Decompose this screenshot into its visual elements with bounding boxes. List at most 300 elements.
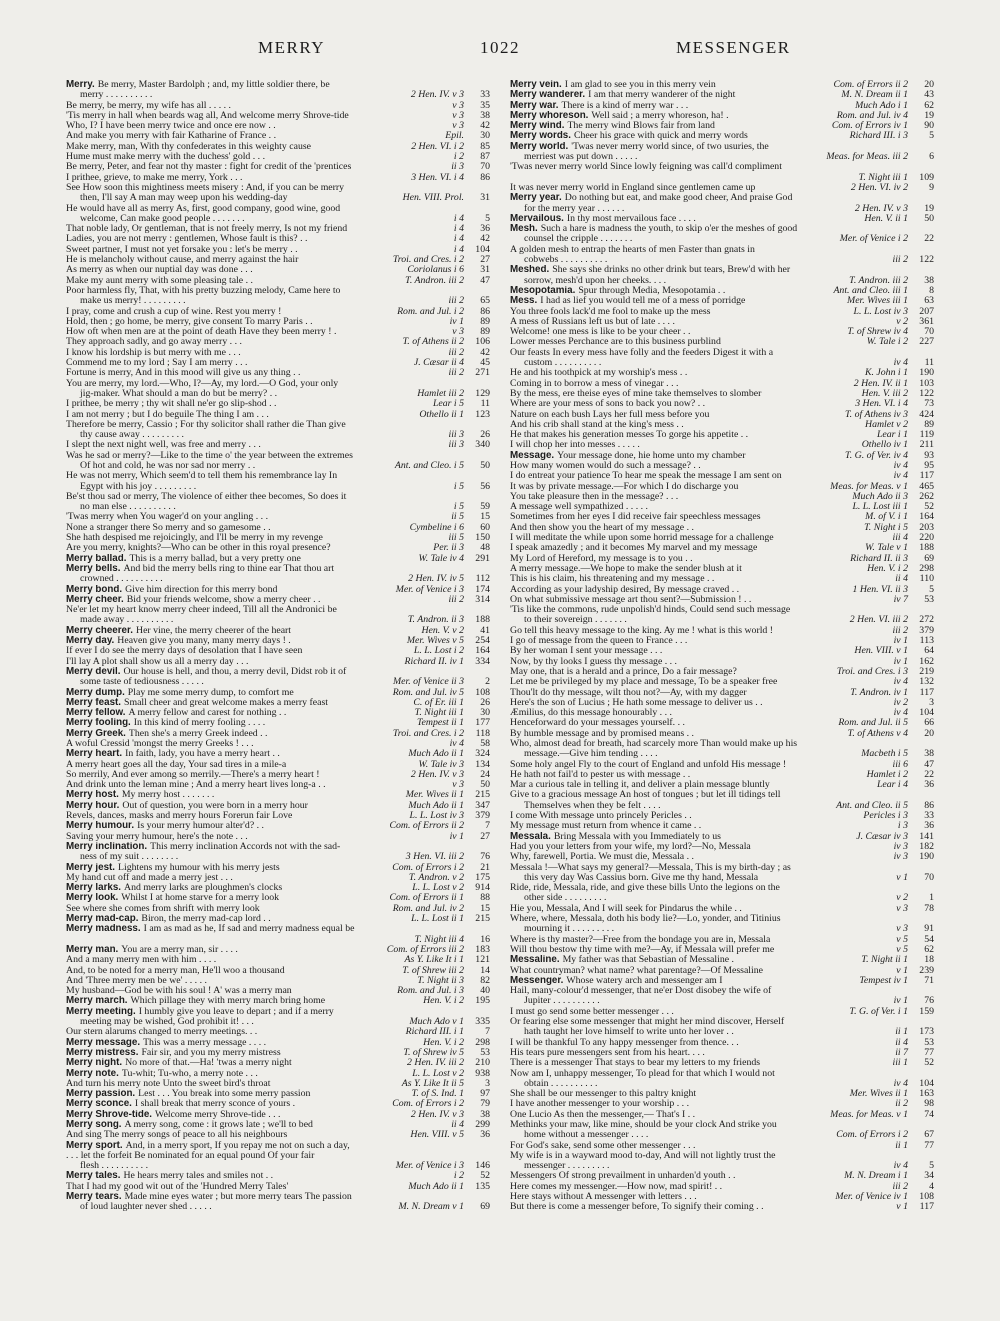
concordance-line <box>510 966 934 976</box>
headword: Merry humour. <box>66 821 135 832</box>
play-reference: Com. of Errors i 2 <box>389 863 464 873</box>
line-number: 33 <box>466 90 490 100</box>
concordance-line <box>510 749 934 759</box>
line-number: 36 <box>910 821 934 831</box>
line-number: 93 <box>910 451 934 461</box>
quotation-text: Why, farewell, Portia. We must die, Messala . . <box>510 852 694 863</box>
play-reference: Othello iv 1 <box>859 440 908 450</box>
line-number: 69 <box>466 1202 490 1212</box>
play-reference: T. Night iii 4 <box>412 935 464 945</box>
quotation-text: of loud laughter never shed . . . . . <box>80 1202 212 1213</box>
play-reference: As Y. Like It ii 5 <box>399 1079 464 1089</box>
line-number: 38 <box>910 749 934 759</box>
play-reference: Com. of Errors i 2 <box>833 1130 908 1140</box>
quotation-text: A message well sympathized . . . . . <box>510 502 648 513</box>
quotation-text: Who, almost dead for breath, had scarcely more Than would make up his <box>510 739 798 749</box>
line-number: 67 <box>910 1130 934 1140</box>
quotation-text: And then show you the heart of my message . . <box>510 522 694 533</box>
quotation-text: this very day Was Cassius born. Give me thy hand, Messala <box>524 872 759 883</box>
line-number: 65 <box>466 296 490 306</box>
concordance-line <box>66 564 490 574</box>
concordance-line <box>510 399 934 409</box>
concordance-line <box>510 811 934 821</box>
quotation-text: Make merry, man, With thy confederates in this weighty cause <box>66 141 311 152</box>
concordance-line <box>66 1192 490 1202</box>
play-reference: Com. of Errors iii 2 <box>384 945 464 955</box>
line-number: 938 <box>466 1069 490 1079</box>
quotation-text: Bid your friends welcome, show a merry cheer . . <box>126 594 321 605</box>
line-number: 89 <box>466 317 490 327</box>
play-reference: iv 4 <box>891 471 908 481</box>
concordance-line <box>510 852 934 862</box>
line-number: 34 <box>910 1171 934 1181</box>
line-number: 123 <box>466 410 490 420</box>
line-number: 31 <box>466 265 490 275</box>
line-number: 104 <box>466 245 490 255</box>
concordance-line <box>66 296 490 306</box>
line-number: 207 <box>910 307 934 317</box>
headword: Merry sport. <box>66 1140 123 1151</box>
play-reference: T. of S. Ind. 1 <box>409 1089 464 1099</box>
concordance-line <box>510 615 934 625</box>
headword: Merry cheer. <box>66 594 124 605</box>
concordance-line <box>66 718 490 728</box>
line-number: 298 <box>466 1038 490 1048</box>
line-number: 106 <box>466 337 490 347</box>
line-number: 215 <box>466 914 490 924</box>
concordance-line <box>510 718 934 728</box>
concordance-line <box>66 307 490 317</box>
headword: Merry night. <box>66 1058 123 1069</box>
play-reference: Lear i 5 <box>430 399 464 409</box>
concordance-line <box>66 1130 490 1140</box>
line-number: 66 <box>910 718 934 728</box>
play-reference: iii 4 <box>889 533 908 543</box>
concordance-line <box>66 1069 490 1079</box>
play-reference: Meas. for Meas. iii 2 <box>823 152 908 162</box>
play-reference: T. of Athens iv 3 <box>842 410 908 420</box>
play-reference: iv 3 <box>891 852 908 862</box>
play-reference: Mer. of Venice iv 1 <box>832 1192 908 1202</box>
quotation-text: My husband—God be with his soul ! A' was a merry man <box>66 986 292 997</box>
quotation-text: Messengers Of strong prevailment in unharden'd youth . . <box>510 1171 736 1182</box>
play-reference: T. of Athens v 4 <box>845 729 908 739</box>
quotation-text: I prithee, grieve, to make me merry, York . . . <box>66 172 243 183</box>
headword: Merry meeting. <box>66 1006 136 1017</box>
quotation-text: meeting may be wished, God prohibit it! . . . <box>80 1017 254 1028</box>
line-number: 86 <box>910 801 934 811</box>
concordance-line <box>510 585 934 595</box>
play-reference: Meas. for Meas. v 1 <box>827 482 908 492</box>
play-reference: iv 1 <box>891 996 908 1006</box>
play-reference: v 3 <box>449 327 464 337</box>
line-number: 8 <box>910 286 934 296</box>
concordance-line <box>510 286 934 296</box>
concordance-line <box>510 142 934 152</box>
play-reference: T. Night ii 3 <box>414 976 464 986</box>
play-reference: Per. ii 3 <box>430 543 464 553</box>
quotation-text: Where are your mess of sons to back you now? . . <box>510 399 706 410</box>
quotation-text: then, I'll say A man may weep upon his wedding-day <box>80 193 288 204</box>
line-number: 18 <box>910 955 934 965</box>
play-reference: ii 4 <box>892 1038 908 1048</box>
play-reference: iii 2 <box>889 1182 908 1192</box>
play-reference: T. of Shrew iii 2 <box>399 966 464 976</box>
play-reference: W. Tale v 1 <box>862 543 908 553</box>
quotation-text: By humble message and by promised means . . <box>510 728 694 739</box>
quotation-text: If ever I do see the merry days of desolation that I have seen <box>66 646 303 657</box>
quotation-text: I am glad to see you in this merry vein <box>564 80 716 90</box>
play-reference: T. of Athens ii 2 <box>400 337 464 347</box>
play-reference: Rom. and Jul. ii 5 <box>835 718 908 728</box>
line-number: 183 <box>466 945 490 955</box>
concordance-line <box>510 1017 934 1027</box>
line-number: 38 <box>910 276 934 286</box>
concordance-line <box>66 1048 490 1058</box>
concordance-line <box>66 111 490 121</box>
concordance-line <box>66 461 490 471</box>
concordance-line <box>510 1099 934 1109</box>
headword: Mesopotamia. <box>510 285 576 296</box>
play-reference: v 1 <box>893 966 908 976</box>
quotation-text: A woful Cressid 'mongst the merry Greeks ! . . . <box>66 739 254 749</box>
concordance-line <box>66 863 490 873</box>
quotation-text: In faith, lady, you have a merry heart . . <box>125 749 280 760</box>
quotation-text: One Lucio As then the messenger,— That's I . . <box>510 1109 696 1120</box>
quotation-text: How oft when men are at the point of death Have they been merry ! . <box>66 327 337 338</box>
quotation-text: May one, that is a herald and a prince, Do a fair message? <box>510 666 737 677</box>
headword: Merry inclination. <box>66 841 148 852</box>
play-reference: Richard III. i 1 <box>403 1027 464 1037</box>
concordance-line <box>66 265 490 275</box>
line-number: 135 <box>466 1182 490 1192</box>
play-reference: v 1 <box>893 1202 908 1212</box>
concordance-line <box>66 1058 490 1068</box>
play-reference: iv 4 <box>891 677 908 687</box>
line-number: 36 <box>466 1130 490 1140</box>
concordance-line <box>510 636 934 646</box>
play-reference: T. Andron. iii 2 <box>402 276 464 286</box>
concordance-line <box>66 358 490 368</box>
line-number: 299 <box>466 1120 490 1130</box>
quotation-text: I go of message from the queen to France . . . <box>510 636 688 647</box>
quotation-text: His tears pure messengers sent from his heart. . . . <box>510 1047 705 1058</box>
line-number: 361 <box>910 317 934 327</box>
play-reference: Hamlet iii 2 <box>414 389 464 399</box>
play-reference: L. L. Lost iv 3 <box>407 811 464 821</box>
line-number: 41 <box>466 626 490 636</box>
concordance-line <box>510 996 934 1006</box>
concordance-line <box>510 1027 934 1037</box>
concordance-line <box>510 492 934 502</box>
quotation-text: None a stranger there So merry and so gamesome . . <box>66 522 271 533</box>
quotation-text: My Lord of Hereford, my message is to you . . <box>510 553 693 564</box>
play-reference: v 5 <box>893 935 908 945</box>
line-number: 334 <box>466 657 490 667</box>
concordance-line <box>510 708 934 718</box>
right-column <box>510 80 934 1312</box>
quotation-text: Give him direction for this merry bond <box>125 584 278 595</box>
concordance-line <box>66 193 490 203</box>
line-number: 22 <box>910 234 934 244</box>
quotation-text: 'Twas never merry world Since lowly feigning was call'd compliment <box>510 162 782 173</box>
headword: Merry wanderer. <box>510 90 586 101</box>
concordance-line <box>510 914 934 924</box>
line-number: 379 <box>910 626 934 636</box>
quotation-text: But there is come a messenger before, To signify their coming . . <box>510 1202 764 1213</box>
quotation-text: Make my aunt merry with some pleasing tale . . <box>66 275 253 286</box>
play-reference: i 3 <box>895 821 908 831</box>
line-number: 70 <box>910 327 934 337</box>
headword: Mervailous. <box>510 213 564 224</box>
play-reference: ii 4 <box>892 574 908 584</box>
play-reference: iv 3 <box>891 842 908 852</box>
concordance-line <box>66 574 490 584</box>
concordance-line <box>66 657 490 667</box>
quotation-text: Here stays without A messenger with letters . . . <box>510 1192 697 1203</box>
play-reference: iv 4 <box>891 461 908 471</box>
play-reference: M. N. Dream v 1 <box>396 1202 464 1212</box>
concordance-line <box>510 90 934 100</box>
quotation-text: I come With message unto princely Pericles . . <box>510 811 692 822</box>
concordance-line <box>510 255 934 265</box>
concordance-line <box>510 1058 934 1068</box>
headword: Merry war. <box>510 100 559 111</box>
play-reference: iii 2 <box>445 296 464 306</box>
concordance-line <box>510 1089 934 1099</box>
concordance-line <box>66 368 490 378</box>
quotation-text: I will chop her into messes . . . . . <box>510 440 640 451</box>
concordance-line <box>66 348 490 358</box>
concordance-line <box>66 605 490 615</box>
line-number: 54 <box>910 935 934 945</box>
quotation-text: Do nothing but eat, and make good cheer, And praise God <box>564 193 793 204</box>
headword: Merry words. <box>510 131 571 142</box>
concordance-line <box>66 790 490 800</box>
play-reference: i 4 <box>451 224 464 234</box>
quotation-text: Be'st thou sad or merry, The violence of either thee becomes, So does it <box>66 491 347 502</box>
quotation-text: merriest was put down . . . . . <box>524 152 638 163</box>
line-number: 129 <box>466 389 490 399</box>
quotation-text: for the merry year . . . . . . <box>524 203 625 214</box>
concordance-line <box>510 688 934 698</box>
line-number: 33 <box>910 811 934 821</box>
quotation-text: You are merry, my lord.—Who, I?—Ay, my lord.—O God, your only <box>66 378 339 389</box>
quotation-text: Then she's a merry Greek indeed . . <box>128 728 268 739</box>
quotation-text: Heaven give you many, many merry days ! . <box>117 636 291 647</box>
play-reference: T. G. of Ver. iv 4 <box>842 451 908 461</box>
play-reference: Com. of Errors i 2 <box>389 1099 464 1109</box>
play-reference: W. Tale iv 4 <box>415 554 464 564</box>
play-reference: Othello ii 1 <box>416 410 464 420</box>
line-number: 7 <box>466 1027 490 1037</box>
play-reference: Hamlet i 2 <box>864 770 908 780</box>
line-number: 335 <box>466 1017 490 1027</box>
quotation-text: According as your ladyship desired, By message craved . . <box>510 584 740 595</box>
play-reference: i 2 <box>451 152 464 162</box>
line-number: 15 <box>466 512 490 522</box>
play-reference: Com. of Errors iv 1 <box>829 121 908 131</box>
play-reference: 2 Hen. VI. iii 2 <box>847 615 908 625</box>
play-reference: Much Ado ii 1 <box>405 1182 464 1192</box>
concordance-line <box>66 801 490 811</box>
concordance-line <box>66 245 490 255</box>
quotation-text: He hath not fail'd to pester us with message . . <box>510 769 691 780</box>
play-reference: Tempest iv 1 <box>856 976 908 986</box>
concordance-line <box>510 945 934 955</box>
play-reference: J. Cæsar ii 4 <box>411 358 464 368</box>
play-reference: ii 2 <box>892 1099 908 1109</box>
quotation-text: See where she comes from shrift with merry look <box>66 903 260 914</box>
concordance-line <box>66 729 490 739</box>
play-reference: Hen. V. i 2 <box>864 564 908 574</box>
concordance-line <box>66 935 490 945</box>
concordance-line <box>510 646 934 656</box>
line-number: 91 <box>910 924 934 934</box>
quotation-text: Egypt with his joy . . . . . . . . . <box>80 481 197 492</box>
concordance-line <box>510 482 934 492</box>
quotation-text: Where is thy master?—Free from the bondage you are in, Messala <box>510 934 771 945</box>
quotation-text: Let me be privileged by my place and message, To be a speaker free <box>510 677 778 688</box>
line-number: 59 <box>466 502 490 512</box>
line-number: 150 <box>466 533 490 543</box>
quotation-text: Where, where, Messala, doth his body lie?—Lo, yonder, and Titinius <box>510 914 781 925</box>
concordance-line <box>66 440 490 450</box>
line-number: 122 <box>910 255 934 265</box>
quotation-text: Be merry, be merry, my wife has all . . . . . <box>66 100 231 111</box>
concordance-line <box>510 461 934 471</box>
play-reference: iii 2 <box>445 368 464 378</box>
quotation-text: My father was that Sebastian of Messaline . <box>562 955 734 966</box>
quotation-text: I have another messenger to your worship . . . <box>510 1099 690 1110</box>
play-reference: 3 Hen. VI. i 4 <box>852 399 908 409</box>
line-number: 95 <box>910 461 934 471</box>
line-number: 109 <box>910 173 934 183</box>
line-number: 9 <box>910 183 934 193</box>
play-reference: iv 1 <box>447 317 464 327</box>
play-reference: 2 Hen. IV. v 3 <box>408 1110 464 1120</box>
play-reference: Mer. of Venice i 3 <box>393 585 464 595</box>
concordance-line <box>510 595 934 605</box>
concordance-line <box>66 276 490 286</box>
concordance-line <box>66 852 490 862</box>
play-reference: Mer. of Venice i 3 <box>393 1161 464 1171</box>
concordance-line <box>66 255 490 265</box>
play-reference: Lear i 1 <box>874 430 908 440</box>
concordance-line <box>66 142 490 152</box>
concordance-line <box>66 234 490 244</box>
line-number: 74 <box>910 1110 934 1120</box>
concordance-line <box>66 924 490 934</box>
concordance-line <box>510 410 934 420</box>
line-number: 19 <box>910 204 934 214</box>
play-reference: iii 2 <box>889 255 908 265</box>
concordance-line <box>510 348 934 358</box>
line-number: 104 <box>910 1079 934 1089</box>
concordance-line <box>66 883 490 893</box>
concordance-line <box>510 121 934 131</box>
quotation-text: For God's sake, send some other messenger . . . <box>510 1140 696 1151</box>
play-reference: T. Night ii 1 <box>858 955 908 965</box>
quotation-text: Here comes my messenger.—How now, mad spirit! . . <box>510 1181 723 1192</box>
play-reference: L. L. Lost v 2 <box>409 883 464 893</box>
concordance-line <box>510 502 934 512</box>
concordance-line <box>66 410 490 420</box>
line-number: 40 <box>466 986 490 996</box>
concordance-line <box>510 626 934 636</box>
line-number: 22 <box>910 770 934 780</box>
line-number: 134 <box>466 760 490 770</box>
headword: Merry dump. <box>66 687 125 698</box>
quotation-text: That noble lady, Or gentleman, that is not freely merry, Is not my friend <box>66 224 348 235</box>
concordance-line <box>66 152 490 162</box>
play-reference: Macbeth i 5 <box>858 749 908 759</box>
quotation-text: Ladies, you are not merry : gentlemen, Whose fault is this? . . <box>66 234 308 245</box>
concordance-line <box>66 626 490 636</box>
quotation-text: Such a hare is madness the youth, to skip o'er the meshes of good <box>540 224 798 235</box>
concordance-line <box>66 636 490 646</box>
play-reference: Meas. for Meas. v 1 <box>827 1110 908 1120</box>
play-reference: 2 Hen. IV. iii 2 <box>404 1058 464 1068</box>
quotation-text: Of hot and cold, he was nor sad nor merry . . <box>80 460 256 471</box>
concordance-line <box>510 770 934 780</box>
line-number: 86 <box>466 173 490 183</box>
concordance-line <box>510 512 934 522</box>
quotation-text: And sing The merry songs of peace to all his neighbours <box>66 1130 288 1141</box>
quotation-text: Themselves when they be felt . . . . <box>524 800 661 811</box>
play-reference: ii 1 <box>892 1141 908 1151</box>
quotation-text: And make you merry with fair Katharine of France . . <box>66 131 277 142</box>
line-number: 117 <box>910 688 934 698</box>
play-reference: v 3 <box>449 101 464 111</box>
concordance-line <box>510 739 934 749</box>
play-reference: Richard II. ii 3 <box>847 554 908 564</box>
quotation-text: My merry host . . . . . . . <box>121 790 215 801</box>
line-number: 62 <box>910 945 934 955</box>
quotation-text: Spur through Media, Mesopotamia . . <box>578 285 726 296</box>
concordance-line <box>66 90 490 100</box>
line-number: 195 <box>466 996 490 1006</box>
play-reference: iv 4 <box>891 708 908 718</box>
headword: Merry world. <box>510 141 569 152</box>
line-number: 112 <box>466 574 490 584</box>
concordance-line <box>510 1110 934 1120</box>
line-number: 117 <box>910 471 934 481</box>
line-number: 90 <box>910 121 934 131</box>
line-number: 47 <box>466 276 490 286</box>
quotation-text: He and his toothpick at my worship's mess . . <box>510 368 688 379</box>
play-reference: Tempest ii 1 <box>414 718 464 728</box>
line-number: 4 <box>910 1182 934 1192</box>
quotation-text: flesh . . . . . . . . . . <box>80 1161 149 1172</box>
concordance-line <box>510 451 934 461</box>
line-number: 42 <box>466 348 490 358</box>
quotation-text: A merry fellow and carest for nothing . . <box>128 708 287 719</box>
headword: Mesh. <box>510 224 538 235</box>
play-reference: Com. of Errors ii 1 <box>387 893 465 903</box>
concordance-line <box>66 1089 490 1099</box>
concordance-line <box>510 1171 934 1181</box>
play-reference: Hen. V. i 2 <box>420 1038 464 1048</box>
header-left-word: MERRY <box>258 38 326 57</box>
quotation-text: Hie you, Messala, And I will seek for Pindarus the while . . <box>510 903 742 914</box>
concordance-line <box>66 430 490 440</box>
play-reference: iv 1 <box>891 636 908 646</box>
quotation-text: There is a messenger That stays to bear my letters to my friends <box>510 1058 761 1069</box>
quotation-text: Our feasts In every mess have folly and the feeders Digest it with a <box>510 347 774 358</box>
play-reference: Mer. Wives ii 1 <box>403 790 464 800</box>
headword: Merry passion. <box>66 1089 136 1100</box>
